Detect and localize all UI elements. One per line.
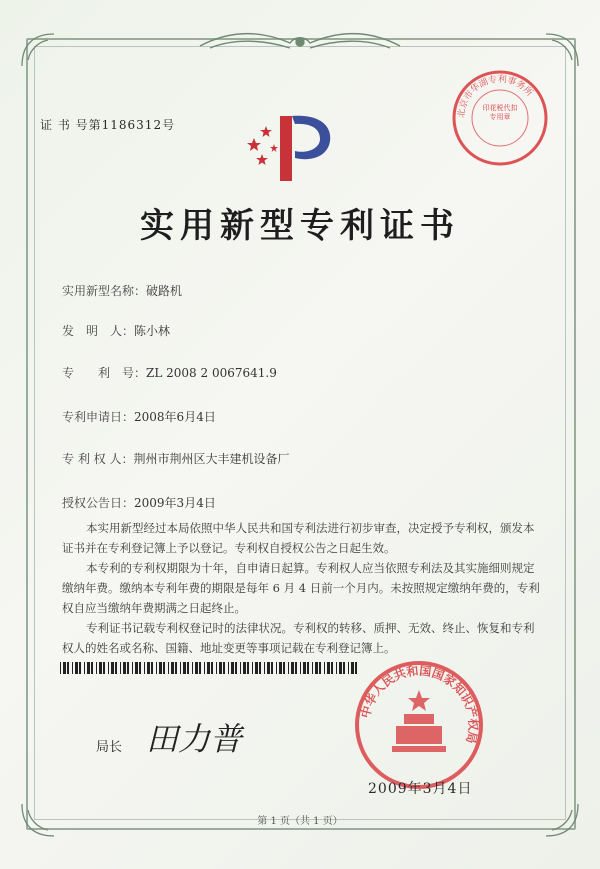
office-seal-text: 中华人民共和国国家知识产权局 <box>358 663 481 745</box>
field-value: 陈小林 <box>134 324 171 338</box>
field-grant-date <box>62 494 216 511</box>
field-utility-model-name <box>62 282 182 299</box>
corner-ornament-top-right-icon <box>542 30 582 70</box>
page-number: 第 1 页（共 1 页） <box>257 816 343 827</box>
field-label: 发 明 人： <box>62 324 135 338</box>
field-patentee <box>62 450 289 467</box>
field-value: 2009年3月4日 <box>134 496 216 510</box>
director-label: 局长 <box>96 740 123 755</box>
top-ornament-icon <box>190 28 410 58</box>
field-value: 2008年6月4日 <box>134 410 216 424</box>
national-ip-office-seal-icon <box>354 660 484 790</box>
field-value: ZL 2008 2 0067641.9 <box>146 366 277 380</box>
certificate-title: 实用新型专利证书 <box>140 206 460 246</box>
field-patent-number <box>62 364 277 381</box>
field-label: 专 利 号： <box>62 366 147 380</box>
field-application-date <box>62 408 216 425</box>
field-value: 荆州市荆州区大丰建机设备厂 <box>133 452 290 466</box>
certificate-number: 证 书 号第1186312号 <box>40 118 176 132</box>
svg-text:田力普: 田力普 <box>146 720 243 758</box>
director-signature <box>140 712 290 762</box>
agency-seal-center-text: 印花税代扣专用章 <box>482 104 518 121</box>
tax-agency-seal-icon <box>450 68 550 168</box>
barcode-icon <box>60 662 360 674</box>
patent-office-logo-icon <box>240 96 340 186</box>
field-label: 专 利 权 人： <box>62 452 134 466</box>
field-inventor <box>62 322 170 339</box>
corner-ornament-top-left-icon <box>18 30 58 70</box>
paragraph-grant-statement: 本实用新型经过本局依照中华人民共和国专利法进行初步审查，决定授予专利权，颁发本证书并在专利登记簿上予以登记。专利权自授权公告之日起生效。 <box>62 521 535 555</box>
signing-date: 2009年3月4日 <box>368 781 473 797</box>
paragraph-term-fees: 本专利的专利权期限为十年，自申请日起算。专利权人应当依照专利法及其实施细则规定缴纳年费。缴纳本专利年费的期限是每年 6 月 4 日前一个月内。未按照规定缴纳年费的，专利权自应当缴纳年费期满之日起终止。 <box>62 561 540 615</box>
paragraph-legal-status: 专利证书记载专利权登记时的法律状况。专利权的转移、质押、无效、终止、恢复和专利权人的姓名或名称、国籍、地址变更等事项记载在专利登记簿上。 <box>62 621 535 655</box>
agency-seal-ring-text: 北京市华湖专利事务所 <box>456 74 535 119</box>
field-label: 实用新型名称： <box>62 284 147 298</box>
field-label: 授权公告日： <box>62 496 135 510</box>
field-label: 专利申请日： <box>62 410 135 424</box>
field-value: 破路机 <box>146 284 183 298</box>
